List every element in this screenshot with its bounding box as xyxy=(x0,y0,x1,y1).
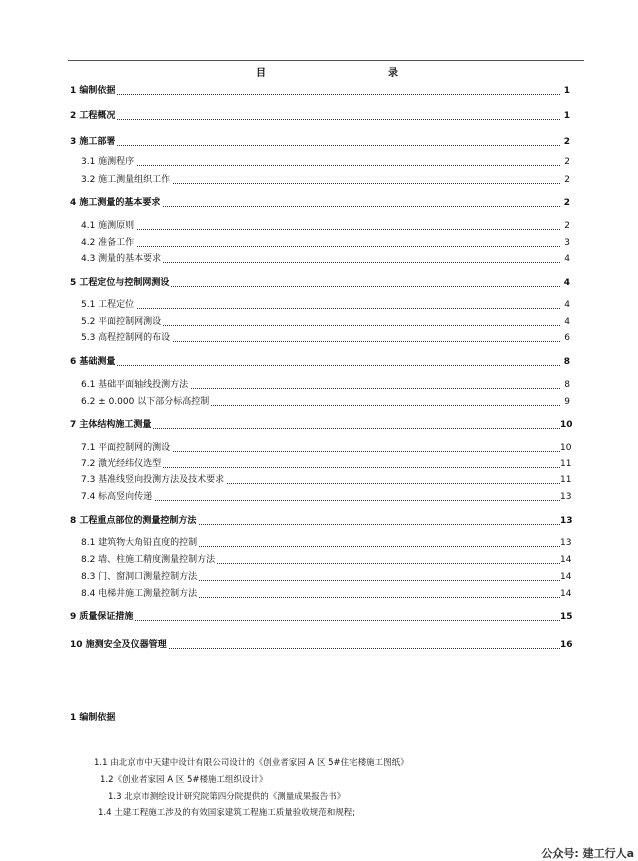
toc-entry-page: 2 xyxy=(563,137,570,147)
toc-entry[interactable] xyxy=(0,155,638,169)
toc-entry-page: 4 xyxy=(563,278,570,288)
leader-dots xyxy=(83,219,560,230)
toc-entry-label: 10 施测安全及仪器管理 xyxy=(70,640,167,650)
toc-entry-page: 16 xyxy=(560,640,573,650)
leader-dots xyxy=(72,355,560,366)
toc-entry-page: 8 xyxy=(563,357,570,367)
toc-entry-page: 10 xyxy=(560,443,572,453)
leader-dots xyxy=(83,298,560,309)
leader-dots xyxy=(83,155,560,166)
toc-entry[interactable] xyxy=(0,84,638,98)
toc-entry-page: 14 xyxy=(560,572,572,582)
toc-entry-label: 7 主体结构施工测量 xyxy=(70,420,152,430)
toc-entry-label: 4.3 测量的基本要求 xyxy=(81,254,162,264)
toc-title-right: 录 xyxy=(388,68,398,79)
toc-entry[interactable] xyxy=(0,219,638,233)
toc-entry-label: 6 基础测量 xyxy=(70,357,116,367)
toc-entry[interactable] xyxy=(0,236,638,250)
toc-entry-label: 2 工程概况 xyxy=(70,111,116,121)
toc-entry[interactable] xyxy=(0,331,638,345)
toc-entry-label: 4.1 施测原则 xyxy=(81,221,135,231)
basis-item-3: 1.3 北京市测绘设计研究院第四分院提供的《测量成果报告书》 xyxy=(108,792,346,802)
toc-entry-label: 3.1 施测程序 xyxy=(81,157,135,167)
toc-entry[interactable] xyxy=(0,570,638,584)
toc-entry[interactable] xyxy=(0,457,638,471)
toc-entry-label: 7.3 基准线竖向投测方法及技术要求 xyxy=(81,475,225,485)
toc-entry[interactable] xyxy=(0,135,638,149)
toc-entry-page: 13 xyxy=(560,492,572,502)
toc-entry[interactable] xyxy=(0,298,638,312)
toc-entry-page: 11 xyxy=(560,475,572,485)
toc-entry[interactable] xyxy=(0,276,638,290)
toc-entry-label: 6.1 基础平面轴线投测方法 xyxy=(81,380,189,390)
toc-entry[interactable] xyxy=(0,109,638,123)
toc-entry-page: 9 xyxy=(564,397,570,407)
toc-entry-label: 4.2 准备工作 xyxy=(81,238,135,248)
toc-entry-page: 11 xyxy=(560,459,572,469)
toc-entry[interactable] xyxy=(0,610,638,624)
toc-entry-page: 4 xyxy=(564,300,570,310)
toc-entry-page: 8 xyxy=(564,380,570,390)
leader-dots xyxy=(72,135,560,146)
toc-entry[interactable] xyxy=(0,315,638,329)
toc-entry-label: 6.2 ± 0.000 以下部分标高控制 xyxy=(81,397,210,407)
toc-entry-page: 14 xyxy=(560,555,572,565)
leader-dots xyxy=(72,84,560,95)
toc-entry-label: 8.1 建筑物大角铅直度的控制 xyxy=(81,538,198,548)
toc-entry[interactable] xyxy=(0,173,638,187)
toc-entry-label: 3 施工部署 xyxy=(70,137,116,147)
toc-entry[interactable] xyxy=(0,553,638,567)
toc-entry-label: 8 工程重点部位的测量控制方法 xyxy=(70,516,197,526)
watermark: 公众号: 建工行人a xyxy=(541,847,634,860)
toc-entry-label: 7.1 平面控制网的测设 xyxy=(81,443,171,453)
toc-entry-label: 7.2 激光经纬仪选型 xyxy=(81,459,162,469)
toc-entry-label: 5.1 工程定位 xyxy=(81,300,135,310)
toc-entry[interactable] xyxy=(0,514,638,528)
header-rule xyxy=(68,60,584,61)
leader-dots xyxy=(72,610,560,621)
leader-dots xyxy=(83,236,560,247)
toc-entry-page: 1 xyxy=(563,111,570,121)
toc-entry[interactable] xyxy=(0,536,638,550)
toc-entry-page: 4 xyxy=(564,254,570,264)
toc-entry[interactable] xyxy=(0,252,638,266)
toc-entry-label: 9 质量保证措施 xyxy=(70,612,134,622)
toc-entry-label: 8.2 墙、柱施工精度测量控制方法 xyxy=(81,555,216,565)
toc-entry-page: 6 xyxy=(564,333,570,343)
toc-entry-page: 13 xyxy=(560,538,572,548)
toc-entry-page: 15 xyxy=(560,612,573,622)
toc-entry[interactable] xyxy=(0,395,638,409)
leader-dots xyxy=(72,109,560,120)
toc-title xyxy=(0,64,638,80)
toc-entry-label: 1 编制依据 xyxy=(70,86,116,96)
toc-entry[interactable] xyxy=(0,355,638,369)
toc-entry-label: 7.4 标高竖向传递 xyxy=(81,492,153,502)
basis-item-1: 1.1 由北京市中天建中设计有限公司设计的《创业者家园 A 区 5#住宅楼施工图纸》 xyxy=(94,758,409,768)
toc-entry-page: 2 xyxy=(564,221,570,231)
toc-entry[interactable] xyxy=(0,473,638,487)
section-heading: 1 编制依据 xyxy=(70,713,116,723)
toc-entry-label: 4 施工测量的基本要求 xyxy=(70,198,161,208)
toc-entry-label: 8.4 电梯井施工测量控制方法 xyxy=(81,589,198,599)
toc-entry-page: 2 xyxy=(563,198,570,208)
toc-title-left: 目 xyxy=(256,68,266,79)
leader-dots xyxy=(83,490,560,501)
toc-entry-page: 13 xyxy=(560,516,573,526)
toc-entry[interactable] xyxy=(0,490,638,504)
toc-entry-page: 3 xyxy=(564,238,570,248)
toc-entry[interactable] xyxy=(0,196,638,210)
toc-entry-page: 14 xyxy=(560,589,572,599)
toc-entry-page: 10 xyxy=(560,420,573,430)
basis-item-4: 1.4 土建工程施工涉及的有效国家建筑工程施工质量验收规范和规程; xyxy=(98,808,356,818)
toc-entry[interactable] xyxy=(0,378,638,392)
toc-entry-label: 5.2 平面控制网测设 xyxy=(81,317,162,327)
toc-entry-label: 5 工程定位与控制网测设 xyxy=(70,278,170,288)
toc-entry-label: 3.2 施工测量组织工作 xyxy=(81,175,171,185)
toc-entry[interactable] xyxy=(0,418,638,432)
toc-entry-label: 5.3 高程控制网的布设 xyxy=(81,333,171,343)
toc-entry[interactable] xyxy=(0,638,638,652)
toc-entry-page: 2 xyxy=(564,175,570,185)
toc-entry-page: 1 xyxy=(563,86,570,96)
toc-entry-page: 4 xyxy=(564,317,570,327)
basis-item-2: 1.2《创业者家园 A 区 5#楼施工组织设计》 xyxy=(100,775,268,785)
toc-entry[interactable] xyxy=(0,441,638,455)
toc-entry[interactable] xyxy=(0,587,638,601)
toc-entry-page: 2 xyxy=(564,157,570,167)
toc-entry-label: 8.3 门、窗洞口测量控制方法 xyxy=(81,572,198,582)
